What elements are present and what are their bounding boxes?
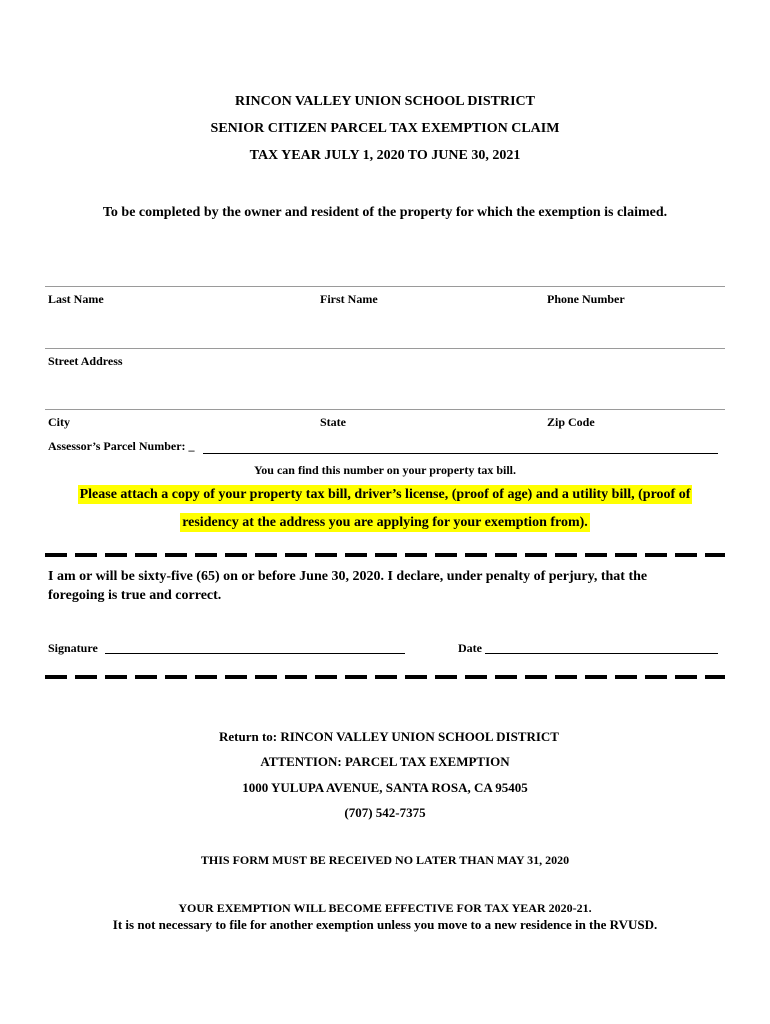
state-label: State xyxy=(320,415,346,429)
street-address-label: Street Address xyxy=(48,354,123,368)
divider xyxy=(45,286,725,287)
declaration-line1: I am or will be sixty-five (65) on or before June 30, 2020. I declare, under penalty of perjury, that the xyxy=(48,569,648,584)
return-to-line1: Return to: RINCON VALLEY UNION SCHOOL DISTRICT xyxy=(219,729,559,744)
effective-notice: YOUR EXEMPTION WILL BECOME EFFECTIVE FOR TAX YEAR 2020-21. xyxy=(178,901,592,915)
intro-text: To be completed by the owner and resident of the property for which the exemption is claimed. xyxy=(102,205,668,220)
divider xyxy=(45,348,725,349)
form-title: SENIOR CITIZEN PARCEL TAX EXEMPTION CLAIM xyxy=(210,121,560,136)
dashed-separator xyxy=(45,553,725,557)
district-title: RINCON VALLEY UNION SCHOOL DISTRICT xyxy=(234,94,536,109)
return-to-address: 1000 YULUPA AVENUE, SANTA ROSA, CA 95405 xyxy=(242,780,528,795)
attach-notice-line2 xyxy=(0,515,770,531)
declaration-line2: foregoing is true and correct. xyxy=(48,588,222,603)
divider xyxy=(45,409,725,410)
deadline-notice: THIS FORM MUST BE RECEIVED NO LATER THAN MAY 31, 2020 xyxy=(200,853,570,867)
attach-notice-line1 xyxy=(0,487,770,503)
first-name-label: First Name xyxy=(320,292,378,306)
apn-input-line[interactable] xyxy=(203,453,718,454)
attach-notice-highlight: residency at the address you are applying for your exemption from). xyxy=(182,515,588,530)
return-to-attention: ATTENTION: PARCEL TAX EXEMPTION xyxy=(260,754,510,769)
date-line[interactable] xyxy=(485,653,718,654)
tax-year: TAX YEAR JULY 1, 2020 TO JUNE 30, 2021 xyxy=(249,148,521,163)
refile-notice: It is not necessary to file for another exemption unless you move to a new residence in the RVUSD. xyxy=(112,917,658,932)
city-label: City xyxy=(48,415,70,429)
return-to-phone: (707) 542-7375 xyxy=(344,805,426,820)
dashed-separator xyxy=(45,675,725,679)
zip-label: Zip Code xyxy=(547,415,595,429)
phone-label: Phone Number xyxy=(547,292,625,306)
apn-note: You can find this number on your property tax bill. xyxy=(253,463,517,477)
apn-label: Assessor’s Parcel Number: _ xyxy=(48,439,195,453)
street-fill-area[interactable] xyxy=(48,370,725,407)
signature-label: Signature xyxy=(48,641,98,655)
date-label: Date xyxy=(458,641,482,655)
last-name-label: Last Name xyxy=(48,292,104,306)
name-phone-fill-area[interactable] xyxy=(48,308,725,346)
attach-notice-highlight: Please attach a copy of your property tax bill, driver’s license, (proof of age) and a utility bill, (proof of xyxy=(79,487,691,502)
signature-line[interactable] xyxy=(105,653,405,654)
